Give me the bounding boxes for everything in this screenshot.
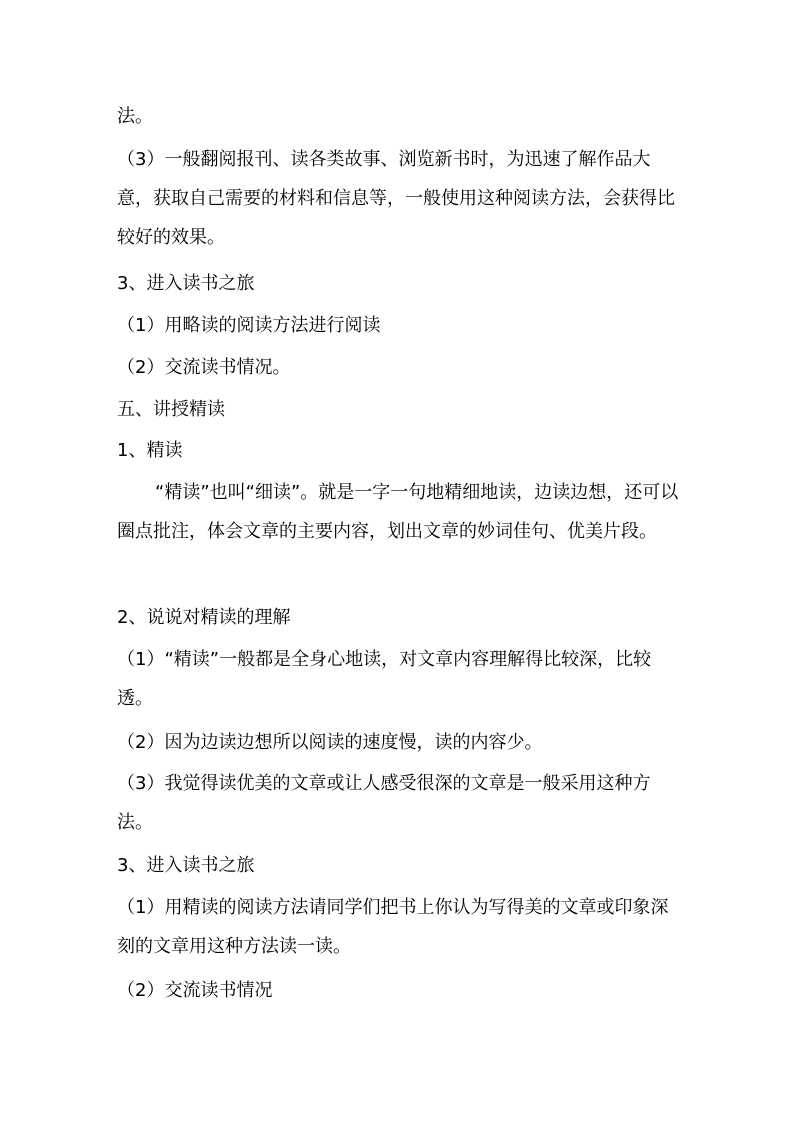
paragraph-skim-step-1: （1）用略读的阅读方法进行阅读: [117, 315, 381, 336]
paragraph-intensive-step-2: （2）交流读书情况: [117, 980, 273, 1001]
paragraph-understanding-2: （2）因为边读边想所以阅读的速度慢，读的内容少。: [117, 732, 543, 753]
paragraph-skim-step-2: （2）交流读书情况。: [117, 357, 291, 378]
paragraph-intensive-definition: “精读”也叫“细读”。就是一字一句地精细地读，边读边想，还可以圈点批注，体会文章的主要内容，划出文章的妙词佳句、优美片段。: [117, 482, 679, 542]
paragraph-understanding-3: （3）我觉得读优美的文章或让人感受很深的文章是一般采用这种方法。: [117, 773, 651, 833]
heading-enter-reading-journey-1: 3、进入读书之旅: [117, 273, 255, 294]
paragraph-understanding-1: （1）“精读”一般都是全身心地读，对文章内容理解得比较深，比较透。: [117, 649, 652, 709]
paragraph-method-end: 法。: [117, 106, 153, 127]
paragraph-intensive-step-1: （1）用精读的阅读方法请同学们把书上你认为写得美的文章或印象深刻的文章用这种方法读一读。: [117, 897, 669, 957]
heading-enter-reading-journey-2: 3、进入读书之旅: [117, 855, 255, 876]
heading-understanding: 2、说说对精读的理解: [117, 607, 291, 628]
paragraph-skim-point-3: （3）一般翻阅报刊、读各类故事、浏览新书时，为迅速了解作品大意，获取自己需要的材料和信息等，一般使用这种阅读方法，会获得比较好的效果。: [117, 149, 675, 248]
heading-intensive-reading: 1、精读: [117, 440, 183, 461]
heading-section-five: 五、讲授精读: [117, 399, 225, 420]
